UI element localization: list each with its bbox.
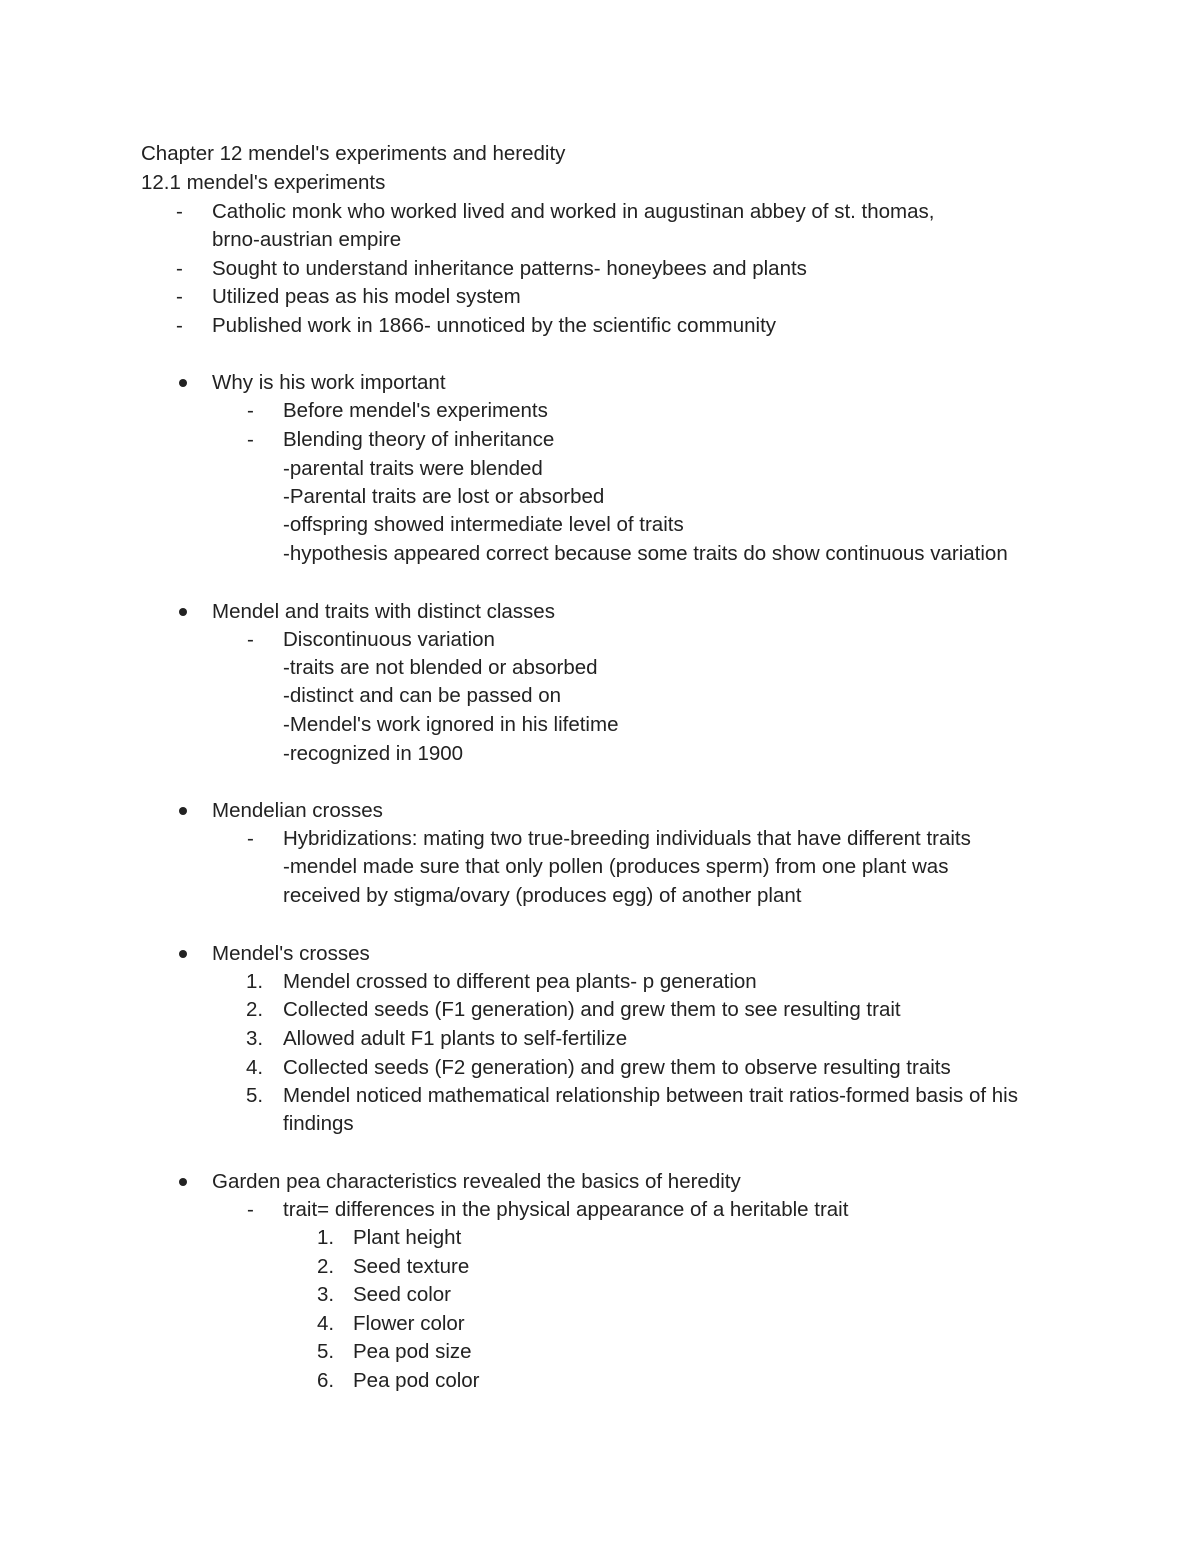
bullet-marker xyxy=(179,379,187,387)
section-heading: Mendel's crosses xyxy=(212,942,370,965)
dash-marker: - xyxy=(176,314,183,337)
sub-item: -recognized in 1900 xyxy=(283,742,464,765)
list-number: 1. xyxy=(317,1226,335,1249)
numbered-item: Mendel noticed mathematical relationship between trait ratios-formed basis of his xyxy=(283,1084,1018,1107)
bullet-marker xyxy=(179,807,187,815)
sub-item: -hypothesis appeared correct because some traits do show continuous variation xyxy=(283,542,1008,565)
trait-item: Flower color xyxy=(353,1312,465,1335)
sub-item: -mendel made sure that only pollen (produces sperm) from one plant was xyxy=(283,855,949,878)
list-number: 2. xyxy=(246,998,264,1021)
list-item: Blending theory of inheritance xyxy=(283,428,555,451)
numbered-item: Collected seeds (F1 generation) and grew them to see resulting trait xyxy=(283,998,901,1021)
bullet-marker xyxy=(179,608,187,616)
dash-marker: - xyxy=(247,628,254,651)
intro-item: Sought to understand inheritance patterns- honeybees and plants xyxy=(212,257,807,280)
sub-item: -offspring showed intermediate level of traits xyxy=(283,513,684,536)
list-number: 5. xyxy=(246,1084,264,1107)
trait-item: Seed texture xyxy=(353,1255,470,1278)
numbered-item: Allowed adult F1 plants to self-fertilize xyxy=(283,1027,628,1050)
dash-marker: - xyxy=(247,399,254,422)
list-number: 3. xyxy=(317,1283,335,1306)
sub-item: -Mendel's work ignored in his lifetime xyxy=(283,713,619,736)
intro-item: Catholic monk who worked lived and worked in augustinan abbey of st. thomas, xyxy=(212,200,935,223)
section-subtitle: 12.1 mendel's experiments xyxy=(141,171,386,194)
numbered-item-continuation: findings xyxy=(283,1112,354,1135)
dash-marker: - xyxy=(176,257,183,280)
dash-marker: - xyxy=(176,285,183,308)
dash-marker: - xyxy=(247,827,254,850)
dash-marker: - xyxy=(176,200,183,223)
list-number: 3. xyxy=(246,1027,264,1050)
list-number: 6. xyxy=(317,1369,335,1392)
sub-item-continuation: received by stigma/ovary (produces egg) of another plant xyxy=(283,884,802,907)
list-number: 2. xyxy=(317,1255,335,1278)
sub-item: -parental traits were blended xyxy=(283,457,543,480)
list-number: 1. xyxy=(246,970,264,993)
intro-item-continuation: brno-austrian empire xyxy=(212,228,402,251)
list-item: Before mendel's experiments xyxy=(283,399,548,422)
intro-item: Published work in 1866- unnoticed by the scientific community xyxy=(212,314,777,337)
numbered-item: Collected seeds (F2 generation) and grew them to observe resulting traits xyxy=(283,1056,951,1079)
list-number: 4. xyxy=(246,1056,264,1079)
bullet-marker xyxy=(179,950,187,958)
intro-item: Utilized peas as his model system xyxy=(212,285,521,308)
trait-item: Pea pod color xyxy=(353,1369,480,1392)
dash-marker: - xyxy=(247,428,254,451)
bullet-marker xyxy=(179,1178,187,1186)
section-heading: Why is his work important xyxy=(212,371,446,394)
section-heading: Mendelian crosses xyxy=(212,799,383,822)
trait-item: Seed color xyxy=(353,1283,452,1306)
list-item: trait= differences in the physical appearance of a heritable trait xyxy=(283,1198,849,1221)
sub-item: -Parental traits are lost or absorbed xyxy=(283,485,605,508)
document-title: Chapter 12 mendel's experiments and heredity xyxy=(141,142,566,165)
list-number: 4. xyxy=(317,1312,335,1335)
sub-item: -traits are not blended or absorbed xyxy=(283,656,598,679)
list-number: 5. xyxy=(317,1340,335,1363)
section-heading: Mendel and traits with distinct classes xyxy=(212,600,555,623)
dash-marker: - xyxy=(247,1198,254,1221)
section-heading: Garden pea characteristics revealed the basics of heredity xyxy=(212,1170,741,1193)
sub-item: -distinct and can be passed on xyxy=(283,684,562,707)
list-item: Hybridizations: mating two true-breeding individuals that have different traits xyxy=(283,827,971,850)
trait-item: Plant height xyxy=(353,1226,462,1249)
trait-item: Pea pod size xyxy=(353,1340,472,1363)
numbered-item: Mendel crossed to different pea plants- p generation xyxy=(283,970,757,993)
list-item: Discontinuous variation xyxy=(283,628,495,651)
